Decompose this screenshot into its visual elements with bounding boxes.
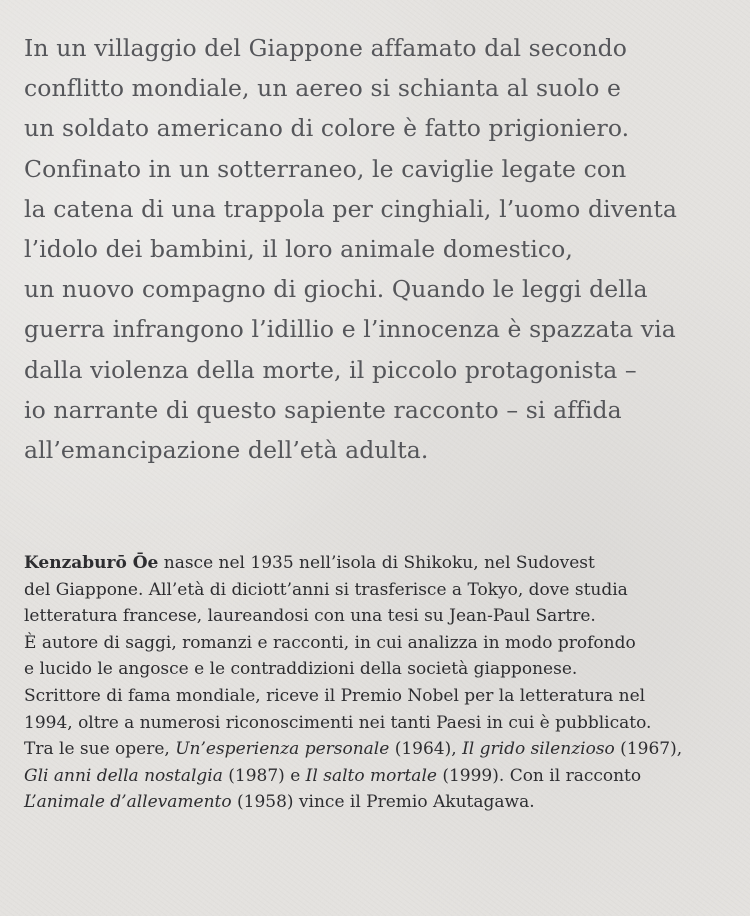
bio-line: Scrittore di fama mondiale, riceve il Premio Nobel per la letteratura nel <box>24 685 646 706</box>
bio-text: (1958) vince il Premio Akutagawa. <box>231 792 535 813</box>
bio-line: letteratura francese, laureandosi con una tesi su Jean-Paul Sartre. <box>24 606 596 627</box>
bio-text: (1967), <box>614 739 683 760</box>
bio-text: (1999). Con il racconto <box>436 765 642 786</box>
work-title: L’animale d’allevamento <box>24 792 232 813</box>
synopsis-line: guerra infrangono l’idillio e l’innocenza è spazzata via <box>24 315 676 344</box>
synopsis-line: conflitto mondiale, un aereo si schianta al suolo e <box>24 74 622 103</box>
bio-line <box>24 763 744 790</box>
work-title: Il grido silenzioso <box>462 739 615 760</box>
synopsis-line: dalla violenza della morte, il piccolo protagonista – <box>24 355 637 384</box>
work-title: Il salto mortale <box>305 765 437 786</box>
author-bio <box>24 550 744 816</box>
bio-text: Tra le sue opere, <box>24 739 176 760</box>
bio-line: È autore di saggi, romanzi e racconti, in cui analizza in modo profondo <box>24 632 636 653</box>
author-name: Kenzaburō Ōe <box>24 553 159 573</box>
synopsis-line: l’idolo dei bambini, il loro animale domestico, <box>24 235 573 264</box>
synopsis-line: all’emancipazione dell’età adulta. <box>24 436 429 465</box>
synopsis-line: Confinato in un sotterraneo, le caviglie legate con <box>24 154 627 183</box>
bio-line <box>24 789 744 816</box>
bio-line <box>24 550 744 577</box>
work-title: Gli anni della nostalgia <box>24 765 223 786</box>
bio-text: (1987) e <box>222 765 306 786</box>
synopsis-line: un nuovo compagno di giochi. Quando le leggi della <box>24 275 648 304</box>
bio-line: 1994, oltre a numerosi riconoscimenti nei tanti Paesi in cui è pubblicato. <box>24 712 652 733</box>
bio-text: nasce nel 1935 nell’isola di Shikoku, nel Sudovest <box>158 553 595 573</box>
synopsis-line: un soldato americano di colore è fatto prigioniero. <box>24 114 630 143</box>
bio-line <box>24 736 744 763</box>
synopsis-line: In un villaggio del Giappone affamato dal secondo <box>24 34 627 62</box>
bio-line: e lucido le angosce e le contraddizioni della società giapponese. <box>24 659 578 680</box>
synopsis-paragraph <box>24 28 736 470</box>
bio-text: (1964), <box>389 739 463 760</box>
bio-line: del Giappone. All’età di diciott’anni si trasferisce a Tokyo, dove studia <box>24 579 628 600</box>
synopsis-line: la catena di una trappola per cinghiali, l’uomo diventa <box>24 194 677 223</box>
synopsis-line: io narrante di questo sapiente racconto – si affida <box>24 395 622 424</box>
work-title: Un’esperienza personale <box>175 739 390 760</box>
